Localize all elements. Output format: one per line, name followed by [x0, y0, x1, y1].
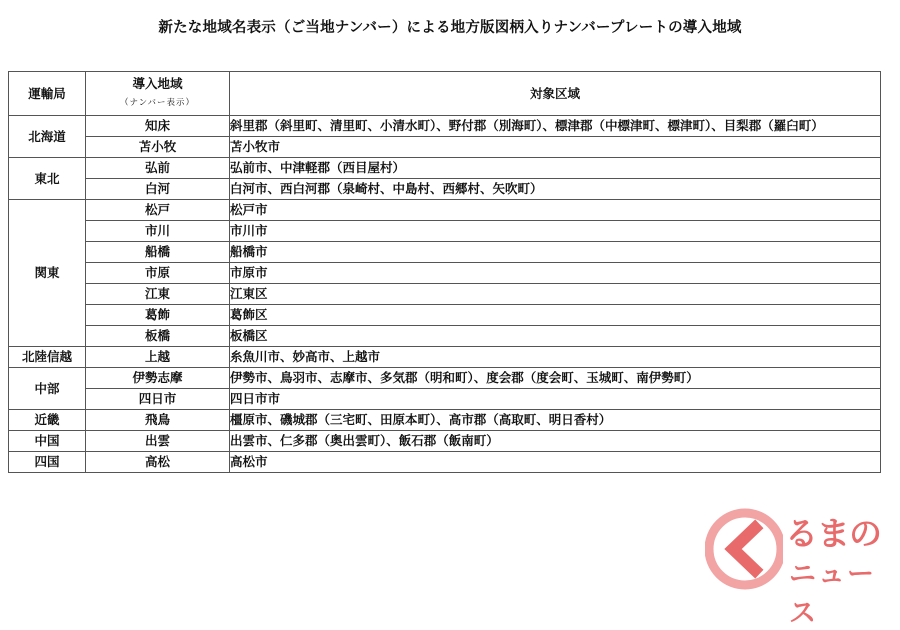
locale-cell: 白河: [86, 179, 230, 200]
bureau-cell: 東北: [9, 158, 86, 200]
area-cell: 船橋市: [230, 242, 881, 263]
locale-cell: 上越: [86, 347, 230, 368]
locale-cell: 江東: [86, 284, 230, 305]
locale-cell: 四日市: [86, 389, 230, 410]
bureau-cell: 北海道: [9, 116, 86, 158]
table-row: [9, 452, 881, 473]
bureau-cell: 北陸信越: [9, 347, 86, 368]
locale-cell: 知床: [86, 116, 230, 137]
area-cell: 糸魚川市、妙高市、上越市: [230, 347, 881, 368]
locale-cell: 松戸: [86, 200, 230, 221]
locale-cell: 葛飾: [86, 305, 230, 326]
table-row: [9, 263, 881, 284]
locale-cell: 伊勢志摩: [86, 368, 230, 389]
site-logo: [705, 506, 890, 629]
area-cell: 伊勢市、鳥羽市、志摩市、多気郡（明和町）、度会郡（度会町、玉城町、南伊勢町）: [230, 368, 881, 389]
header-locale: [86, 72, 230, 116]
table-row: [9, 200, 881, 221]
area-cell: 高松市: [230, 452, 881, 473]
table-row: [9, 347, 881, 368]
area-cell: 板橋区: [230, 326, 881, 347]
page-title: 新たな地域名表示（ご当地ナンバー）による地方版図柄入りナンバープレートの導入地域: [158, 20, 742, 36]
area-cell: 苫小牧市: [230, 137, 881, 158]
table-header: [9, 72, 881, 116]
table-row: [9, 389, 881, 410]
header-locale-sub: （ナンバー表示）: [120, 98, 195, 108]
locale-cell: 船橋: [86, 242, 230, 263]
area-cell: 四日市市: [230, 389, 881, 410]
area-cell: 出雲市、仁多郡（奥出雲町）、飯石郡（飯南町）: [230, 431, 881, 452]
area-cell: 橿原市、磯城郡（三宅町、田原本町）、高市郡（高取町、明日香村）: [230, 410, 881, 431]
table-row: [9, 116, 881, 137]
chevron-left-icon: [705, 506, 783, 592]
area-cell: 市川市: [230, 221, 881, 242]
logo-text-top: るまの: [785, 514, 881, 553]
table-body: [9, 116, 881, 473]
locale-cell: 市川: [86, 221, 230, 242]
logo-text-bottom: ニュース: [789, 559, 876, 629]
area-cell: 白河市、西白河郡（泉崎村、中島村、西郷村、矢吹町）: [230, 179, 881, 200]
locale-cell: 市原: [86, 263, 230, 284]
header-area: 対象区域: [230, 72, 881, 116]
header-locale-label: 導入地域: [132, 76, 183, 91]
table-row: [9, 179, 881, 200]
table-row: [9, 326, 881, 347]
table-row: [9, 431, 881, 452]
table-row: [9, 221, 881, 242]
bureau-cell: 中国: [9, 431, 86, 452]
table-row: [9, 137, 881, 158]
area-cell: 斜里郡（斜里町、清里町、小清水町）、野付郡（別海町）、標津郡（中標津町、標津町）、目梨郡（羅臼町）: [230, 116, 881, 137]
area-cell: 市原市: [230, 263, 881, 284]
area-cell: 弘前市、中津軽郡（西目屋村）: [230, 158, 881, 179]
area-cell: 葛飾区: [230, 305, 881, 326]
table-row: [9, 305, 881, 326]
header-bureau: 運輸局: [9, 72, 86, 116]
bureau-cell: 中部: [9, 368, 86, 410]
table-row: [9, 158, 881, 179]
area-cell: 江東区: [230, 284, 881, 305]
table-row: [9, 284, 881, 305]
locale-cell: 高松: [86, 452, 230, 473]
bureau-cell: 四国: [9, 452, 86, 473]
locale-cell: 弘前: [86, 158, 230, 179]
locale-cell: 飛鳥: [86, 410, 230, 431]
table-row: [9, 410, 881, 431]
bureau-cell: 関東: [9, 200, 86, 347]
area-cell: 松戸市: [230, 200, 881, 221]
table-row: [9, 242, 881, 263]
regions-table: [8, 71, 881, 473]
locale-cell: 苫小牧: [86, 137, 230, 158]
table-row: [9, 368, 881, 389]
locale-cell: 板橋: [86, 326, 230, 347]
locale-cell: 出雲: [86, 431, 230, 452]
bureau-cell: 近畿: [9, 410, 86, 431]
